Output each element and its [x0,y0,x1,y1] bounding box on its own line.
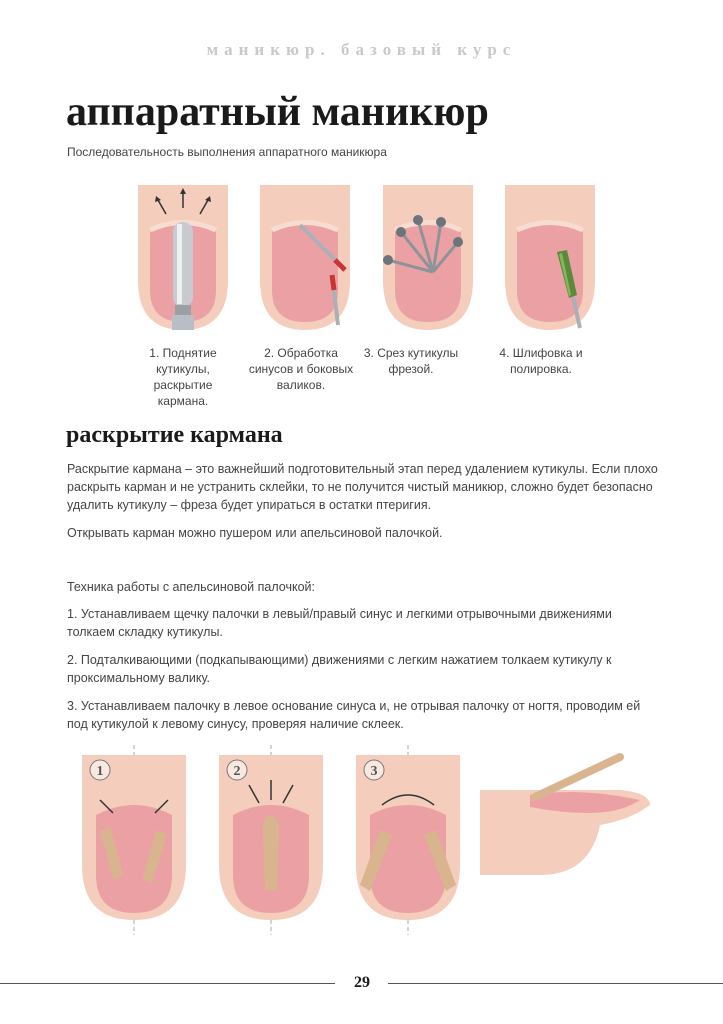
step-caption-2: 2. Обработка синусов и боковых валиков. [248,346,354,392]
technique-side-view [480,745,660,935]
footer-rule-right [388,983,723,984]
technique-figure-label: 3 [370,764,378,779]
technique-step: 3. Устанавливаем палочку в левое основание синуса и, не отрывая палочку от ногтя, проводим ей под кутикулой к левому синусу, проверяя наличие склеек. [67,699,641,731]
page-subtitle: Последовательность выполнения аппаратного маникюра [67,145,387,159]
nail-sinus-bur-illustration [250,180,360,340]
technique-illustrations [70,745,670,935]
running-header: маникюр. базовый курс [206,40,517,59]
page-number: 29 [354,974,370,991]
nail-pusher-illustration [128,180,238,340]
technique-figure-3 [352,745,464,935]
step-caption-3: 3. Срез кутикулы фрезой. [363,346,459,376]
technique-step: 1. Устанавливаем щечку палочки в левый/правый синус и легкими отрывочными движениями толкаем складку кутикулы. [67,607,612,639]
step-caption-4: 4. Шлифовка и полировка. [499,346,583,376]
step-caption-1: 1. Поднятие кутикулы, раскрытие кармана. [149,346,217,408]
technique-figure-label: 2 [233,764,241,779]
section-paragraph: Раскрытие кармана – это важнейший подготовительный этап перед удалением кутикулы. Если плохо раскрыть карман и не устранить склейки, то не получится чистый маникюр, сложно будет безопасно удалить кутикулу – фреза будет упираться в остатки птеригия. [67,462,658,512]
footer-rule-left [0,983,335,984]
nail-polishing-illustration [495,180,605,340]
page-title: аппаратный маникюр [66,89,489,135]
technique-figure-1 [78,745,190,935]
technique-step: 2. Подталкивающими (подкапывающими) движениями с легким нажатием толкаем кутикулу к проксимальному валику. [67,653,612,685]
step-illustrations [128,180,608,340]
technique-intro: Техника работы с апельсиновой палочкой: [67,580,315,594]
section-heading: раскрытие кармана [66,422,283,448]
section-paragraph: Открывать карман можно пушером или апельсиновой палочкой. [67,526,443,540]
technique-figure-2 [215,745,327,935]
nail-cuticle-bur-illustration [373,180,483,340]
technique-figure-label: 1 [96,764,104,779]
